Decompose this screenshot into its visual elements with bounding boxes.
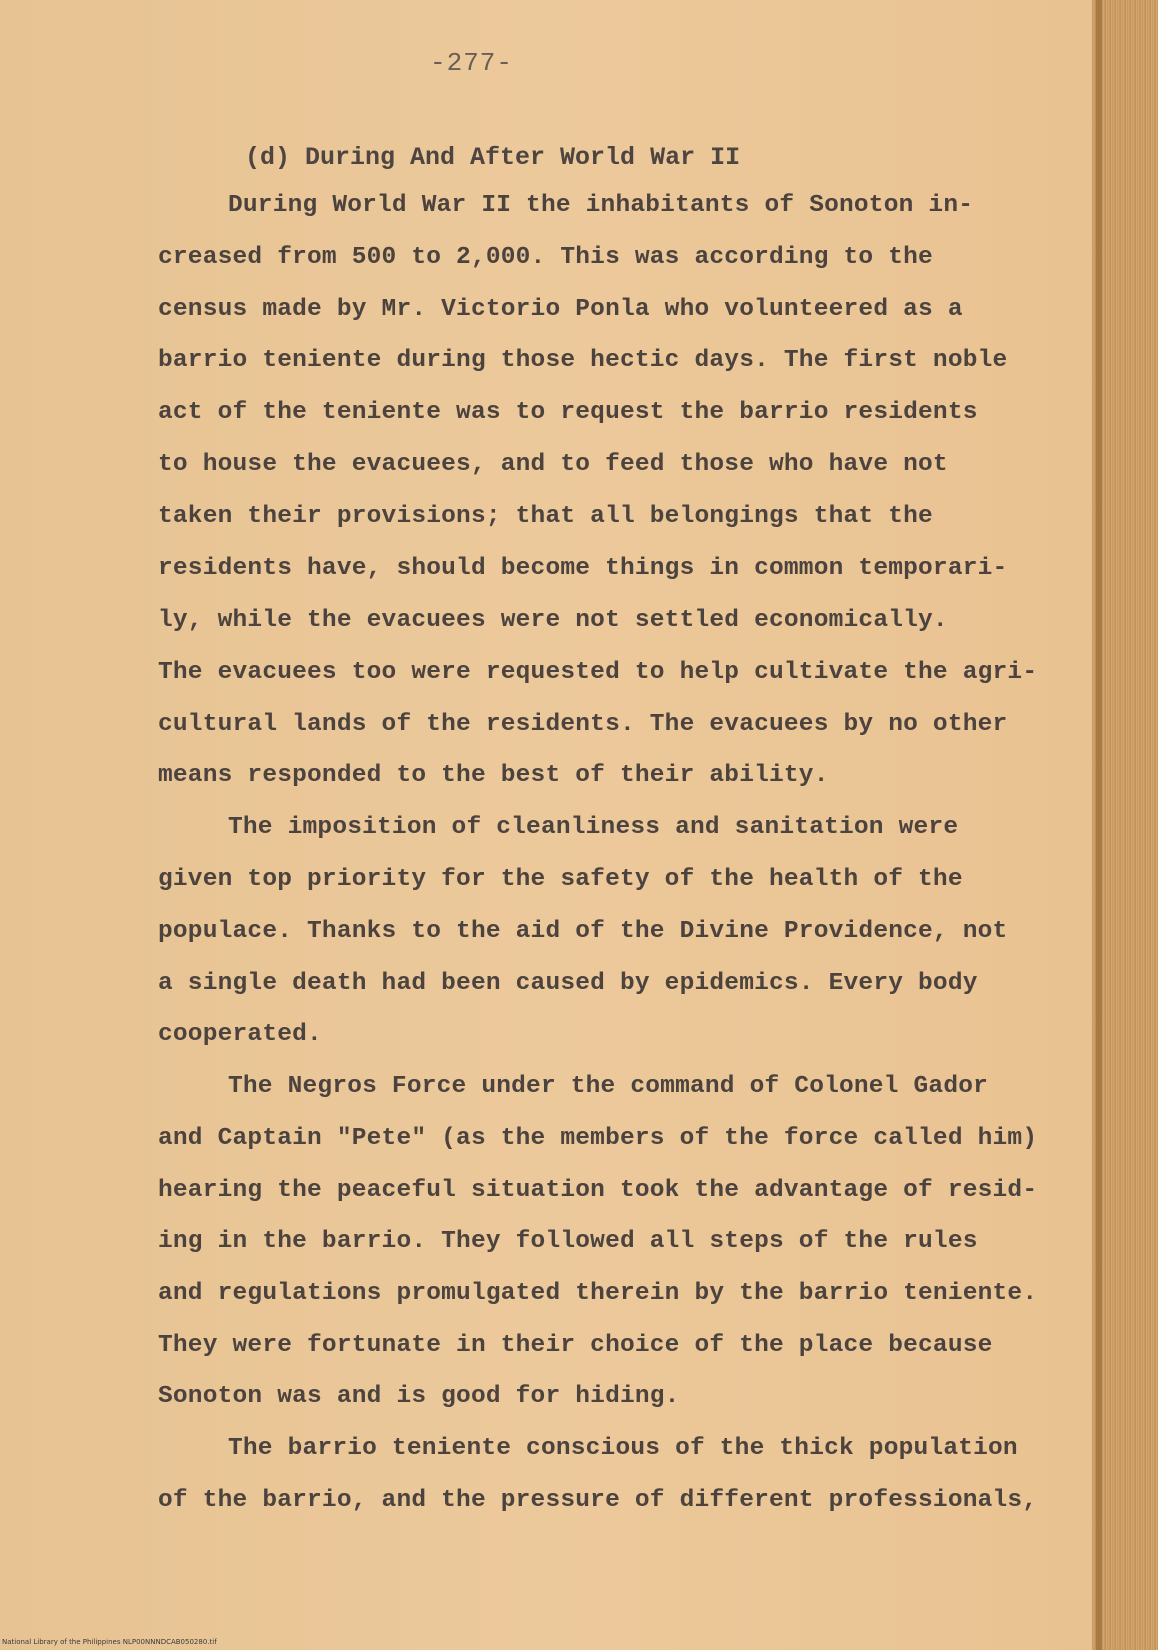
text-line: means responded to the best of their ability. bbox=[158, 762, 829, 789]
text-line: a single death had been caused by epidemics. Every body bbox=[158, 970, 978, 997]
section-heading: (d) During And After World War II bbox=[245, 143, 741, 172]
text-line: cultural lands of the residents. The evacuees by no other bbox=[158, 711, 1008, 738]
text-line: They were fortunate in their choice of the place because bbox=[158, 1332, 993, 1359]
text-line: census made by Mr. Victorio Ponla who volunteered as a bbox=[158, 296, 963, 323]
text-line: to house the evacuees, and to feed those who have not bbox=[158, 451, 948, 478]
text-line: The evacuees too were requested to help cultivate the agri- bbox=[158, 659, 1038, 686]
page-binding-shadow bbox=[1096, 0, 1102, 1650]
text-line: cooperated. bbox=[158, 1021, 322, 1048]
page-number: -277- bbox=[430, 48, 514, 78]
text-line: hearing the peaceful situation took the advantage of resid- bbox=[158, 1177, 1038, 1204]
text-line: act of the teniente was to request the barrio residents bbox=[158, 399, 978, 426]
text-line: barrio teniente during those hectic days. The first noble bbox=[158, 347, 1008, 374]
text-line: The imposition of cleanliness and sanitation were bbox=[228, 814, 959, 841]
text-line: residents have, should become things in common temporari- bbox=[158, 555, 1008, 582]
text-line: of the barrio, and the pressure of different professionals, bbox=[158, 1487, 1038, 1514]
text-line: The Negros Force under the command of Colonel Gador bbox=[228, 1073, 989, 1100]
text-line: ly, while the evacuees were not settled economically. bbox=[158, 607, 948, 634]
text-line: creased from 500 to 2,000. This was according to the bbox=[158, 244, 933, 271]
text-line: and regulations promulgated therein by the barrio teniente. bbox=[158, 1280, 1038, 1307]
text-line: and Captain "Pete" (as the members of the force called him) bbox=[158, 1125, 1038, 1152]
text-line: The barrio teniente conscious of the thick population bbox=[228, 1435, 1018, 1462]
text-line: populace. Thanks to the aid of the Divine Providence, not bbox=[158, 918, 1008, 945]
text-line: Sonoton was and is good for hiding. bbox=[158, 1383, 680, 1410]
archive-footer: National Library of the Philippines NLP00NNNDCAB050280.tif bbox=[2, 1638, 217, 1646]
text-line: given top priority for the safety of the health of the bbox=[158, 866, 963, 893]
text-line: ing in the barrio. They followed all steps of the rules bbox=[158, 1228, 978, 1255]
text-line: During World War II the inhabitants of Sonoton in- bbox=[228, 192, 974, 219]
text-line: taken their provisions; that all belongings that the bbox=[158, 503, 933, 530]
